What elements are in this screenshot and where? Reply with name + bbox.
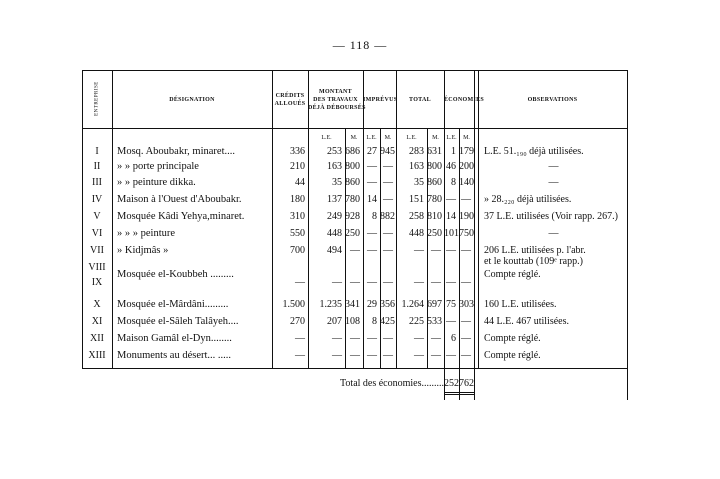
value-cell: — — [367, 277, 377, 288]
value-cell: 780 — [345, 194, 360, 205]
observation-cell: 206 L.E. utilisées p. l'abr. — [484, 245, 586, 256]
table-rule — [82, 128, 627, 129]
designation-cell: Maison à l'Ouest d'Aboubakr. — [117, 194, 242, 205]
row-number: VII — [90, 245, 104, 256]
designation-cell: Mosquée el-Koubbeh ......... — [117, 269, 234, 280]
expenses-table — [82, 70, 627, 400]
row-number: IX — [91, 277, 103, 288]
designation-cell: Mosq. Aboubakr, minaret.... — [117, 146, 235, 157]
value-cell: 14 — [367, 194, 377, 205]
page-number: — 118 — — [332, 38, 388, 52]
value-cell: 258 — [409, 211, 424, 222]
value-cell: 550 — [290, 228, 305, 239]
row-number: I — [95, 146, 99, 157]
value-cell: — — [446, 316, 456, 327]
row-number: V — [93, 211, 101, 222]
value-cell: 494 — [327, 245, 342, 256]
value-cell: 697 — [427, 299, 442, 310]
value-cell: — — [431, 333, 441, 344]
unit-m: M. — [384, 135, 392, 141]
value-cell: 27 — [367, 146, 377, 157]
value-cell: — — [383, 350, 393, 361]
value-cell: 179 — [459, 146, 474, 157]
value-cell: — — [383, 194, 393, 205]
unit-le: L.E. — [366, 135, 377, 141]
value-cell: 700 — [290, 245, 305, 256]
value-cell: — — [446, 277, 456, 288]
value-cell: 860 — [427, 177, 442, 188]
observation-cell: — — [548, 177, 559, 188]
value-cell: — — [383, 277, 393, 288]
value-cell: — — [431, 350, 441, 361]
row-number: XI — [91, 316, 103, 327]
value-cell: 200 — [459, 161, 474, 172]
designation-cell: » Kidjmâs » — [117, 245, 169, 256]
value-cell: — — [367, 333, 377, 344]
value-cell: — — [350, 277, 360, 288]
value-cell: 1.500 — [282, 299, 305, 310]
value-cell: — — [461, 350, 471, 361]
value-cell: — — [332, 277, 342, 288]
value-cell: 163 — [409, 161, 424, 172]
column-rule — [474, 70, 475, 368]
table-rule — [444, 394, 474, 395]
value-cell: — — [295, 333, 305, 344]
value-cell: 14 — [446, 211, 456, 222]
unit-m: M. — [463, 135, 470, 141]
economies-header: ÉCONOMIES — [444, 97, 485, 103]
total-economies-le: 252 — [444, 378, 459, 389]
value-cell: 75 — [446, 299, 456, 310]
designation-cell: Mosquée el-Sâleh Talâyeh.... — [117, 316, 239, 327]
value-cell: — — [350, 245, 360, 256]
observation-cell: Compte réglé. — [484, 333, 541, 344]
value-cell: 29 — [367, 299, 377, 310]
value-cell: 810 — [427, 211, 442, 222]
value-cell: 250 — [345, 228, 360, 239]
value-cell: — — [461, 194, 471, 205]
value-cell: 8 — [372, 316, 377, 327]
value-cell: — — [367, 228, 377, 239]
value-cell: 8 — [372, 211, 377, 222]
value-cell: 44 — [295, 177, 305, 188]
unit-le: L.E. — [446, 135, 457, 141]
value-cell: 533 — [427, 316, 442, 327]
designation-cell: » » porte principale — [117, 161, 199, 172]
credits-header: CRÉDITS ALLOUÉS — [274, 93, 306, 107]
observation-cell: — — [548, 228, 559, 239]
entreprise-header: ENTREPRISE — [94, 81, 100, 116]
value-cell: — — [461, 277, 471, 288]
observations-header: OBSERVATIONS — [527, 97, 578, 103]
value-cell: 336 — [290, 146, 305, 157]
value-cell: 448 — [409, 228, 424, 239]
column-rule — [474, 368, 475, 400]
value-cell: — — [350, 350, 360, 361]
value-cell: 882 — [380, 211, 395, 222]
value-cell: — — [431, 245, 441, 256]
designation-cell: Monuments au désert... ..... — [117, 350, 232, 361]
value-cell: 303 — [459, 299, 474, 310]
column-rule — [112, 70, 113, 368]
value-cell: — — [350, 333, 360, 344]
value-cell: 686 — [345, 146, 360, 157]
observation-cell: Compte réglé. — [484, 350, 541, 361]
value-cell: 750 — [459, 228, 474, 239]
designation-cell: » » » peinture — [117, 228, 176, 239]
value-cell: 860 — [345, 177, 360, 188]
value-cell: 108 — [345, 316, 360, 327]
row-number: IV — [91, 194, 103, 205]
montant-header: MONTANT DES TRAVAUX DÉJÀ DÉBOURSÉS — [308, 89, 366, 111]
row-number: III — [92, 177, 102, 188]
unit-m: M. — [350, 135, 358, 141]
observation-cell: — — [548, 161, 559, 172]
value-cell: — — [446, 245, 456, 256]
table-rule — [444, 392, 474, 393]
value-cell: — — [414, 277, 424, 288]
value-cell: 225 — [409, 316, 424, 327]
value-cell: — — [383, 228, 393, 239]
row-number: II — [93, 161, 101, 172]
value-cell: 928 — [345, 211, 360, 222]
observation-cell: Compte réglé. — [484, 269, 541, 280]
value-cell: 137 — [327, 194, 342, 205]
total-header: TOTAL — [409, 97, 431, 103]
value-cell: — — [332, 333, 342, 344]
total-label: Total des économies......... — [340, 378, 444, 389]
value-cell: 448 — [327, 228, 342, 239]
value-cell: — — [414, 333, 424, 344]
value-cell: 249 — [327, 211, 342, 222]
value-cell: 283 — [409, 146, 424, 157]
observation-cell: 160 L.E. utilisées. — [484, 299, 557, 310]
observation-cell: 44 L.E. 467 utilisées. — [484, 316, 569, 327]
value-cell: 6 — [451, 333, 456, 344]
value-cell: 800 — [427, 161, 442, 172]
value-cell: 190 — [459, 211, 474, 222]
value-cell: — — [383, 333, 393, 344]
observation-cell: et le kouttab (109ᵉ rapp.) — [484, 256, 583, 267]
designation-cell: Maison Gamâl el-Dyn........ — [117, 333, 232, 344]
value-cell: 1.235 — [319, 299, 342, 310]
unit-le: L.E. — [321, 135, 332, 141]
observation-cell: 37 L.E. utilisées (Voir rapp. 267.) — [484, 211, 618, 222]
value-cell: 180 — [290, 194, 305, 205]
value-cell: 800 — [345, 161, 360, 172]
value-cell: 101 — [444, 228, 459, 239]
row-number: X — [93, 299, 101, 310]
total-economies-m: 762 — [459, 378, 474, 389]
value-cell: 207 — [327, 316, 342, 327]
value-cell: 253 — [327, 146, 342, 157]
value-cell: 310 — [290, 211, 305, 222]
value-cell: — — [414, 350, 424, 361]
value-cell: — — [367, 245, 377, 256]
value-cell: — — [295, 277, 305, 288]
value-cell: 356 — [380, 299, 395, 310]
value-cell: — — [383, 161, 393, 172]
value-cell: 425 — [380, 316, 395, 327]
value-cell: 780 — [427, 194, 442, 205]
value-cell: — — [383, 177, 393, 188]
value-cell: — — [461, 245, 471, 256]
value-cell: — — [367, 177, 377, 188]
designation-cell: Mosquée el-Mârdâni......... — [117, 299, 229, 310]
value-cell: 163 — [327, 161, 342, 172]
value-cell: — — [446, 350, 456, 361]
unit-le: L.E. — [406, 135, 417, 141]
value-cell: 945 — [380, 146, 395, 157]
value-cell: — — [461, 333, 471, 344]
row-number: VIII — [88, 262, 106, 273]
value-cell: 35 — [414, 177, 424, 188]
row-number: XII — [90, 333, 104, 344]
value-cell: — — [383, 245, 393, 256]
value-cell: — — [295, 350, 305, 361]
value-cell: 341 — [345, 299, 360, 310]
value-cell: 1 — [451, 146, 456, 157]
imprevus-header: IMPRÉVUS — [363, 97, 398, 103]
value-cell: 631 — [427, 146, 442, 157]
value-cell: 270 — [290, 316, 305, 327]
value-cell: 46 — [446, 161, 456, 172]
row-number: XIII — [88, 350, 106, 361]
value-cell: 35 — [332, 177, 342, 188]
value-cell: — — [414, 245, 424, 256]
value-cell: — — [461, 316, 471, 327]
value-cell: — — [332, 350, 342, 361]
value-cell: 151 — [409, 194, 424, 205]
designation-cell: » » peinture dikka. — [117, 177, 196, 188]
value-cell: 1.264 — [401, 299, 424, 310]
value-cell: 210 — [290, 161, 305, 172]
designation-header: DÉSIGNATION — [169, 97, 215, 103]
table-rule — [82, 368, 627, 369]
value-cell: 250 — [427, 228, 442, 239]
observation-cell: » 28.₂₂₀ déjà utilisées. — [484, 194, 572, 205]
value-cell: — — [446, 194, 456, 205]
value-cell: 140 — [459, 177, 474, 188]
unit-m: M. — [432, 135, 439, 141]
value-cell: 8 — [451, 177, 456, 188]
observation-cell: L.E. 51.₁₉₀ déjà utilisées. — [484, 146, 584, 157]
designation-cell: Mosquée Kâdi Yehya,minaret. — [117, 211, 245, 222]
value-cell: — — [431, 277, 441, 288]
value-cell: — — [367, 350, 377, 361]
table-rule — [82, 70, 627, 71]
column-rule — [478, 70, 479, 368]
column-rule — [627, 70, 628, 400]
value-cell: — — [367, 161, 377, 172]
row-number: VI — [91, 228, 103, 239]
